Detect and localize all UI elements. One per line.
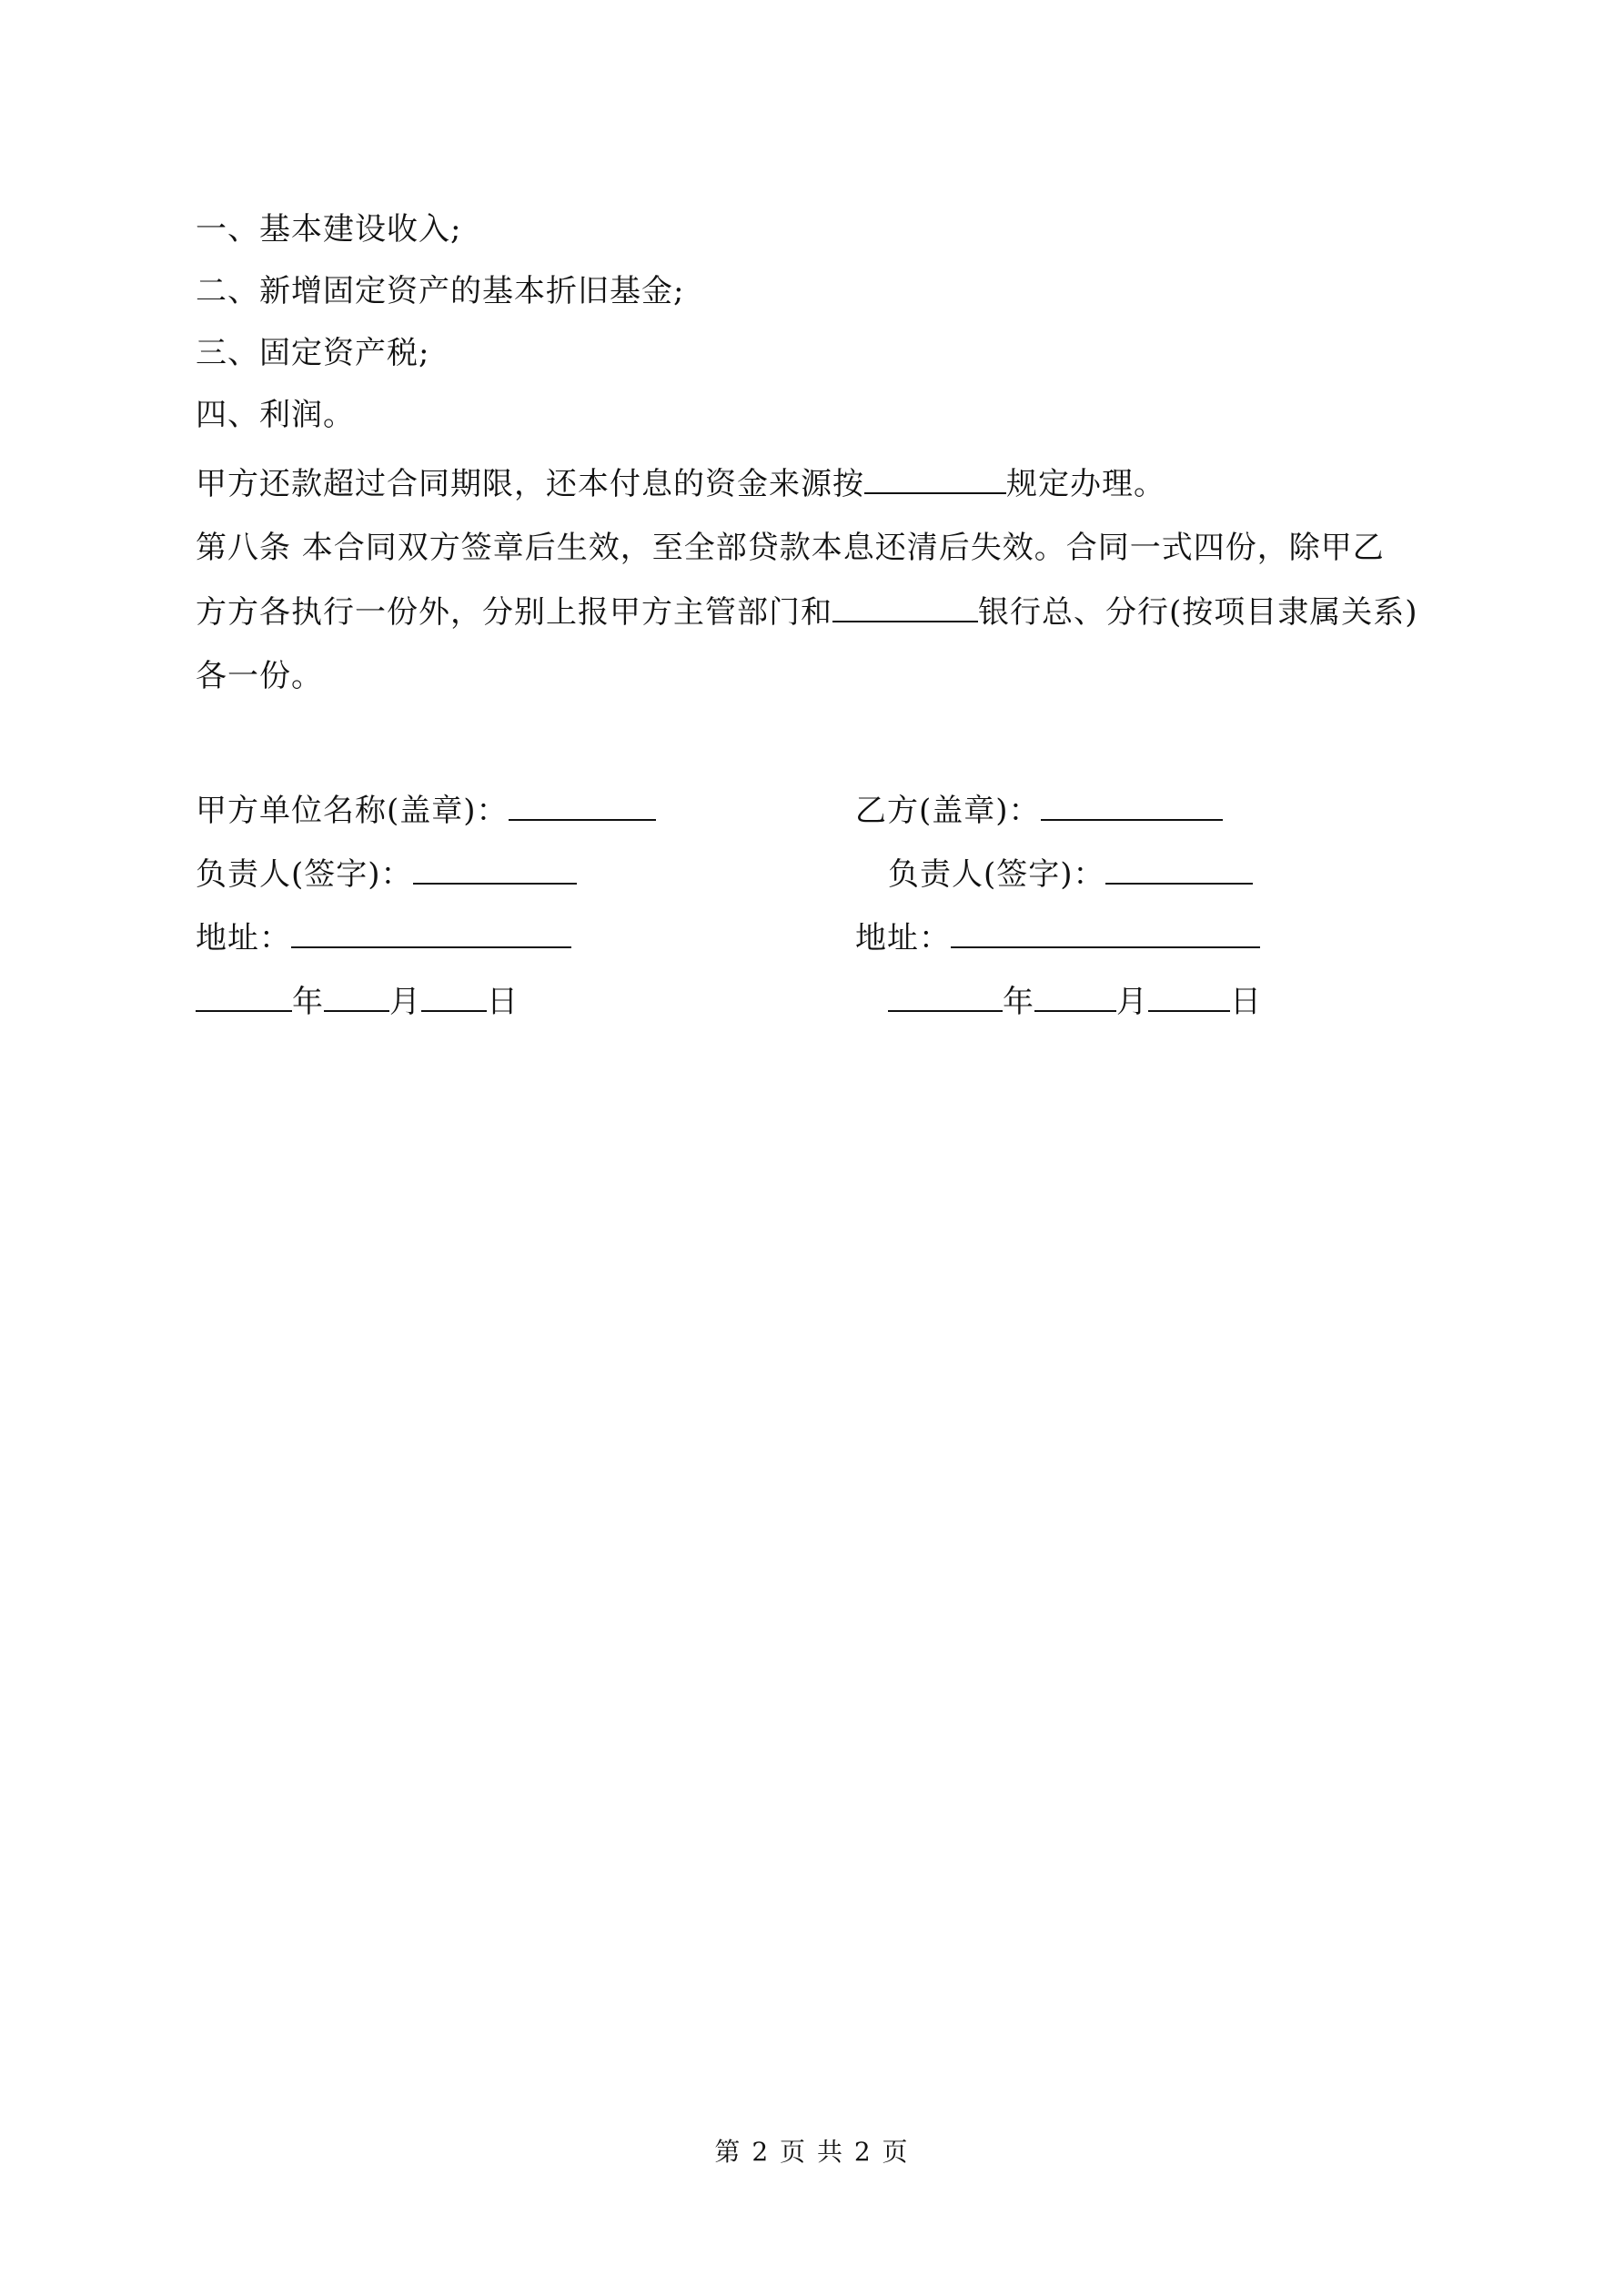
party-a-day-label: 日	[487, 984, 519, 1020]
party-b-day-blank	[1148, 983, 1230, 1012]
party-a-month-label: 月	[389, 984, 421, 1020]
party-b-year-blank	[888, 983, 1003, 1012]
party-a-name-row	[196, 792, 656, 829]
bank-blank	[832, 593, 978, 622]
party-a-year-blank	[196, 983, 292, 1012]
party-a-name-blank	[509, 792, 656, 821]
party-b-address-row	[855, 919, 1260, 956]
article-8-line-2-after: 银行总、分行(按项目隶属关系)	[978, 594, 1418, 631]
party-a-date-row	[196, 983, 519, 1020]
party-a-address-row	[196, 919, 571, 956]
party-b-address-blank	[951, 919, 1260, 948]
article-8-line-2-before: 方方各执行一份外，分别上报甲方主管部门和	[196, 594, 832, 631]
repayment-clause	[196, 465, 1165, 502]
page-number-footer: 第 2 页 共 2 页	[714, 2137, 910, 2167]
list-item-2: 二、新增固定资产的基本折旧基金;	[196, 273, 685, 309]
article-8-line-3: 各一份。	[196, 658, 323, 694]
party-b-signer-label: 负责人(签字)：	[888, 856, 1105, 893]
party-b-signer-row	[888, 855, 1253, 893]
party-b-name-label: 乙方(盖章)：	[855, 793, 1041, 829]
party-a-name-label: 甲方单位名称(盖章)：	[196, 793, 509, 829]
party-a-signer-blank	[413, 855, 577, 885]
list-item-4: 四、利润。	[196, 397, 355, 433]
party-b-name-blank	[1041, 792, 1223, 821]
party-b-signer-blank	[1105, 855, 1253, 885]
party-b-address-label: 地址：	[855, 920, 951, 956]
list-item-3: 三、固定资产税;	[196, 335, 430, 371]
party-a-year-label: 年	[292, 984, 324, 1020]
party-b-name-row	[855, 792, 1223, 829]
party-a-address-label: 地址：	[196, 920, 291, 956]
party-a-address-blank	[291, 919, 571, 948]
party-b-month-blank	[1034, 983, 1116, 1012]
article-8-line-1: 第八条 本合同双方签章后生效，至全部贷款本息还清后失效。合同一式四份，除甲乙	[196, 530, 1385, 566]
repayment-text-after: 规定办理。	[1006, 466, 1165, 502]
repayment-text-before: 甲方还款超过合同期限，还本付息的资金来源按	[196, 466, 864, 502]
party-a-day-blank	[421, 983, 487, 1012]
list-item-1: 一、基本建设收入;	[196, 211, 462, 248]
article-8	[196, 530, 1442, 722]
party-b-date-row	[888, 983, 1262, 1020]
repayment-blank	[864, 465, 1006, 494]
party-a-signer-row	[196, 855, 577, 893]
party-b-month-label: 月	[1116, 984, 1148, 1020]
party-a-month-blank	[324, 983, 389, 1012]
party-b-day-label: 日	[1230, 984, 1262, 1020]
party-a-signer-label: 负责人(签字)：	[196, 856, 413, 893]
party-b-year-label: 年	[1003, 984, 1034, 1020]
article-8-line-2	[196, 593, 1442, 631]
